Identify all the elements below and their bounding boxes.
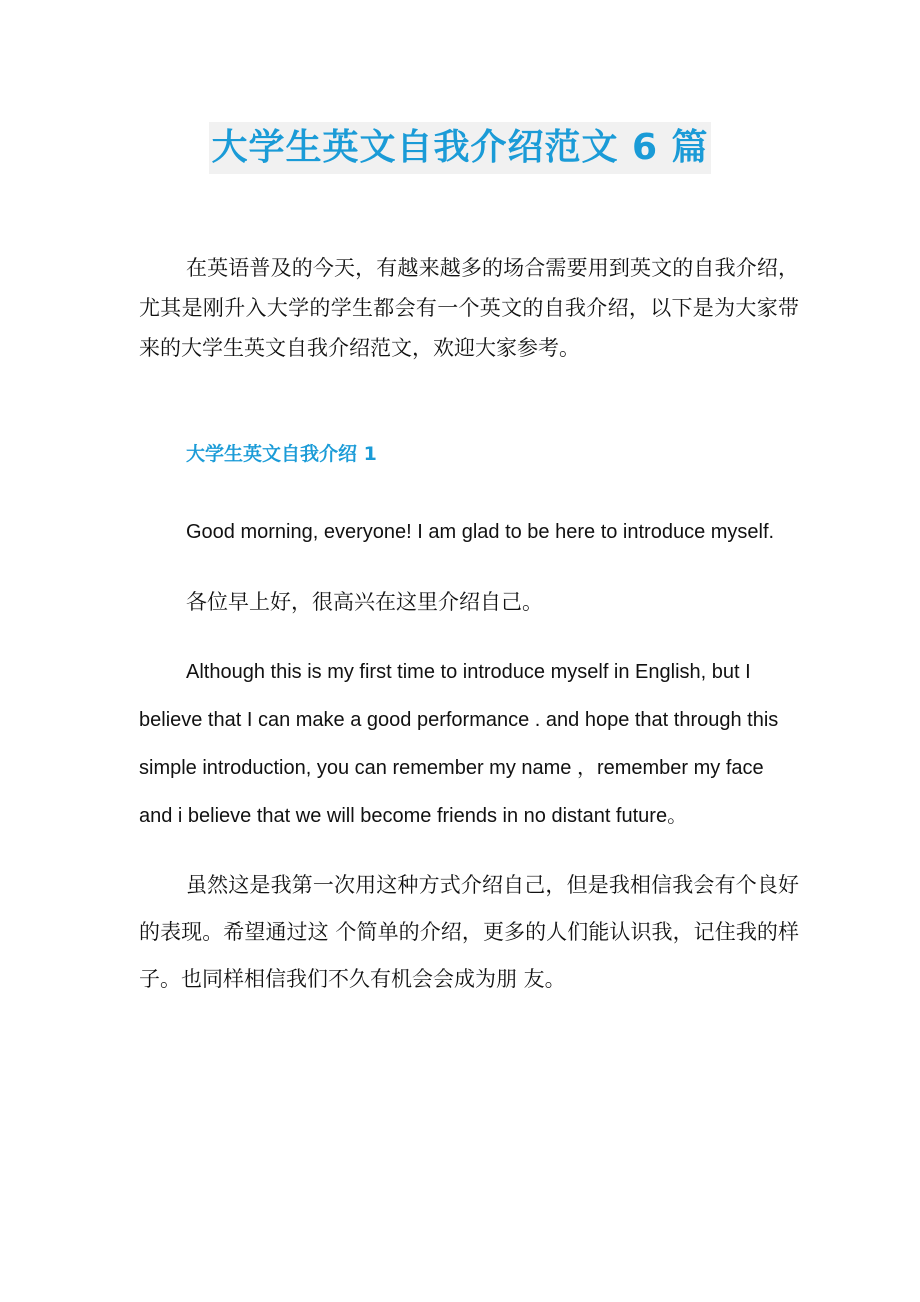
paragraph-english-body: Although this is my first time to introduce myself in English, but I believe that I can make a good performance . and hope that through this simple introduction, you can remember my name ，remember my face and i believe that we will become friends in no distant future。 <box>139 661 779 827</box>
title-container <box>0 122 920 174</box>
document-title: 大学生英文自我介绍范文 6 篇 <box>209 122 710 174</box>
section-heading: 大学生英文自我介绍 1 <box>186 443 377 465</box>
paragraph-chinese-greeting: 各位早上好，很高兴在这里介绍自己。 <box>186 590 543 614</box>
intro-paragraph: 在英语普及的今天，有越来越多的场合需要用到英文的自我介绍，尤其是刚升入大学的学生都会有一个英文的自我介绍，以下是为大家带来的大学生英文自我介绍范文，欢迎大家参考。 <box>139 256 799 360</box>
document-body <box>139 248 799 1003</box>
paragraph-english-greeting: Good morning, everyone! I am glad to be here to introduce myself. <box>186 521 775 543</box>
paragraph-chinese-body: 虽然这是我第一次用这种方式介绍自己，但是我相信我会有个良好的表现。希望通过这 个简单的介绍，更多的人们能认识我，记住我的样子。也同样相信我们不久有机会会成为朋 友。 <box>139 873 799 991</box>
